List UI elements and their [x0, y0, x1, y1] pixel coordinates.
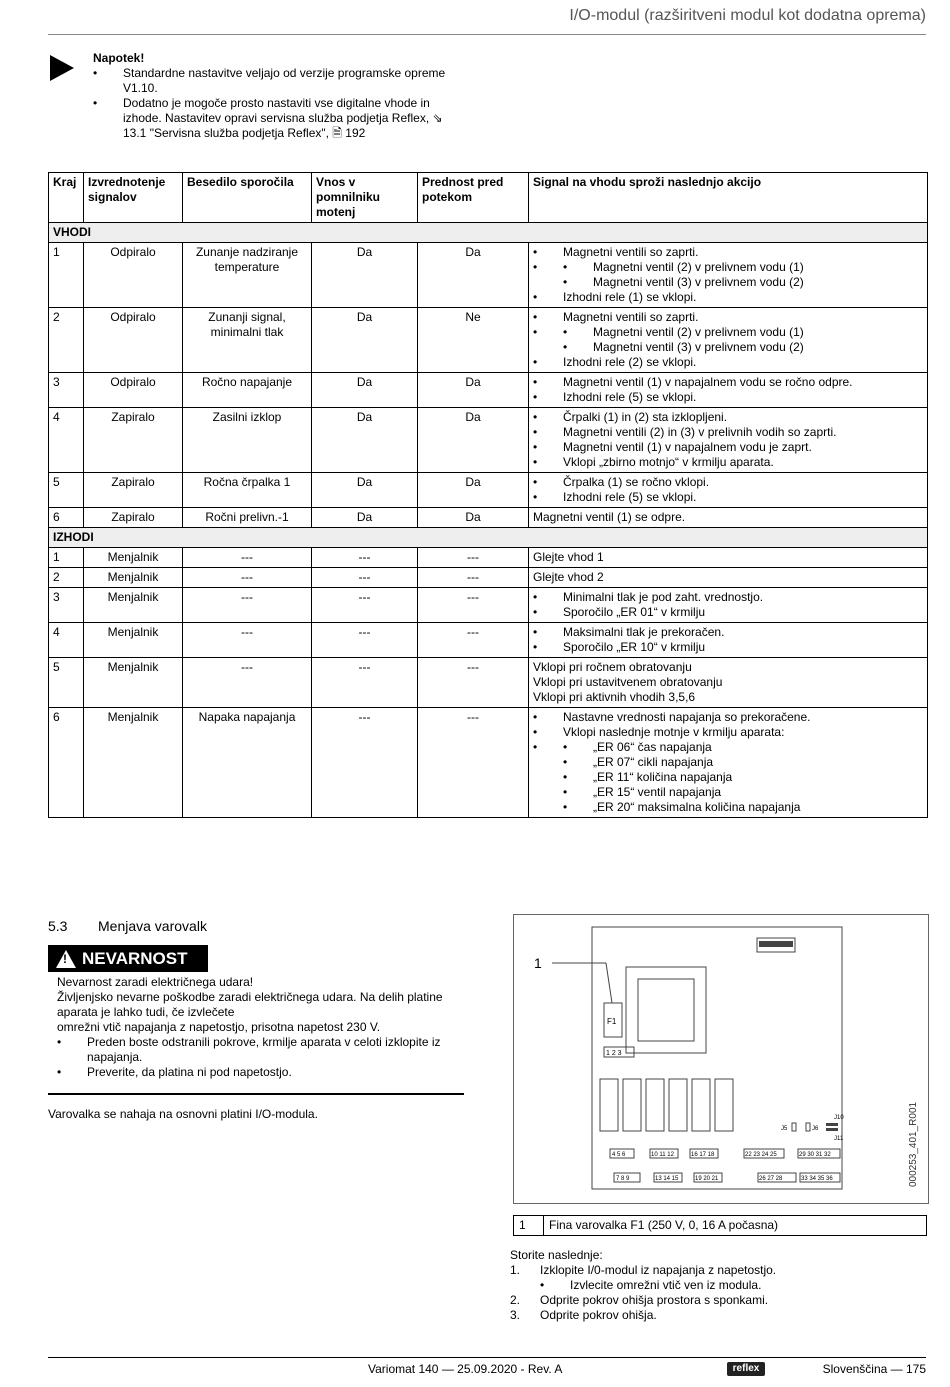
cell-pred: --- — [418, 623, 529, 658]
section-number: 5.3 — [48, 918, 68, 934]
cell-pred: --- — [418, 568, 529, 588]
table-row — [49, 373, 928, 408]
cell-izv: Zapiralo — [84, 508, 183, 528]
note-item: • Standardne nastavitve veljajo od verzije programske opreme V1.10. — [93, 66, 463, 96]
cell-pred: --- — [418, 708, 529, 818]
action-item: • Magnetni ventil (1) v napajalnem vodu se ročno odpre. — [533, 375, 923, 390]
table-row — [49, 548, 928, 568]
col-header: Signal na vhodu sproži naslednjo akcijo — [529, 173, 928, 223]
action-subitem: • • Magnetni ventil (2) v prelivnem vodu (1) — [563, 260, 923, 275]
col-header: Izvrednotenje signalov — [84, 173, 183, 223]
cell-izv: Odpiralo — [84, 243, 183, 308]
cell-pred: Da — [418, 408, 529, 473]
col-header: Vnos v pomnilniku motenj — [312, 173, 418, 223]
cell-bes: Zunanji signal, minimalni tlak — [183, 308, 312, 373]
col-header: Prednost pred potekom — [418, 173, 529, 223]
table-row — [49, 568, 928, 588]
action-line: Vklopi pri aktivnih vhodih 3,5,6 — [533, 690, 696, 704]
header-rule — [48, 34, 926, 35]
danger-text — [57, 975, 462, 1080]
action-subitem: • „ER 07“ cikli napajanja — [563, 755, 923, 770]
terminal-label: 29 30 31 32 — [799, 1152, 831, 1158]
cell-vnos: Da — [312, 243, 418, 308]
action-item: • Črpalki (1) in (2) sta izklopljeni. — [533, 410, 923, 425]
action-item: • Magnetni ventil (1) v napajalnem vodu je zaprt. — [533, 440, 923, 455]
cell-pred: --- — [418, 548, 529, 568]
table-row — [49, 408, 928, 473]
note-arrow-icon — [50, 55, 74, 81]
col-header: Besedilo sporočila — [183, 173, 312, 223]
terminal-label: 1 2 3 — [606, 1050, 622, 1057]
cell-kraj: 4 — [49, 623, 84, 658]
cell-action — [529, 408, 928, 473]
steps-intro: Storite naslednje: — [510, 1248, 603, 1262]
cell-izv: Zapiralo — [84, 473, 183, 508]
danger-item: • Preverite, da platina ni pod napetostjo. — [57, 1065, 462, 1080]
steps-block — [510, 1248, 925, 1323]
step-item — [510, 1308, 925, 1323]
action-subitem: • • „ER 06“ čas napajanja — [563, 740, 923, 755]
cell-kraj: 2 — [49, 568, 84, 588]
action-subitem: • „ER 15“ ventil napajanja — [563, 785, 923, 800]
action-subitem: • „ER 20“ maksimalna količina napajanja — [563, 800, 923, 815]
terminal-label: 10 11 12 — [651, 1152, 674, 1158]
cell-izv: Odpiralo — [84, 308, 183, 373]
step-number: 2. — [510, 1293, 521, 1307]
cell-action — [529, 243, 928, 308]
action-item: • Magnetni ventili so zaprti. — [533, 245, 923, 260]
cell-kraj: 6 — [49, 708, 84, 818]
table-row — [49, 508, 928, 528]
cell-kraj: 3 — [49, 373, 84, 408]
cell-kraj: 5 — [49, 658, 84, 708]
cell-action — [529, 708, 928, 818]
cell-izv: Menjalnik — [84, 588, 183, 623]
cell-kraj: 6 — [49, 508, 84, 528]
cell-izv: Menjalnik — [84, 548, 183, 568]
section-outputs: IZHODI — [49, 528, 928, 548]
cell-pred: Da — [418, 373, 529, 408]
cell-bes: --- — [183, 658, 312, 708]
io-table — [48, 172, 928, 818]
cell-vnos: --- — [312, 623, 418, 658]
step-item — [510, 1293, 925, 1308]
note-box — [93, 51, 463, 141]
cell-kraj: 1 — [49, 548, 84, 568]
cell-vnos: Da — [312, 408, 418, 473]
sub-list — [533, 325, 923, 355]
danger-line: omrežni vtič napajanja z napetostjo, prisotna napetost 230 V. — [57, 1020, 381, 1034]
cell-action: Magnetni ventil (1) se odpre. — [529, 508, 928, 528]
cell-action — [529, 623, 928, 658]
cell-bes: Napaka napajanja — [183, 708, 312, 818]
danger-label-text: NEVARNOST — [82, 948, 188, 968]
action-item: • Maksimalni tlak je prekoračen. — [533, 625, 923, 640]
step-text: Odprite pokrov ohišja prostora s sponkami. — [540, 1293, 769, 1307]
step-text: Odprite pokrov ohišja. — [540, 1308, 657, 1322]
footer-doc-info: Variomat 140 — 25.09.2020 - Rev. A — [368, 1362, 563, 1376]
pcb-drawing — [514, 915, 928, 1203]
cell-izv: Menjalnik — [84, 623, 183, 658]
figure-caption-table — [513, 1215, 927, 1236]
cell-vnos: Da — [312, 308, 418, 373]
cell-pred: Ne — [418, 308, 529, 373]
pcb-figure — [513, 914, 929, 1204]
action-line: Vklopi pri ročnem obratovanju — [533, 660, 692, 674]
warning-triangle-icon — [56, 950, 76, 968]
jumper-label: J6 — [812, 1126, 819, 1132]
cell-pred: Da — [418, 473, 529, 508]
action-item: • Izhodni rele (5) se vklopi. — [533, 390, 923, 405]
terminal-label: 16 17 18 — [691, 1152, 715, 1158]
figure-code: 000253_401_R001 — [908, 1101, 919, 1187]
table-row — [49, 243, 928, 308]
callout-number: 1 — [534, 955, 542, 971]
cell-bes: Ročna črpalka 1 — [183, 473, 312, 508]
cell-vnos: Da — [312, 373, 418, 408]
cell-kraj: 2 — [49, 308, 84, 373]
action-item: • Magnetni ventili (2) in (3) v prelivnih vodih so zaprti. — [533, 425, 923, 440]
cell-izv: Menjalnik — [84, 568, 183, 588]
cell-izv: Menjalnik — [84, 708, 183, 818]
danger-line: Življenjsko nevarne poškodbe zaradi električnega udara. Na delih platine aparata je lahko tudi, če izvlečete — [57, 990, 443, 1019]
cell-action — [529, 473, 928, 508]
step-number: 3. — [510, 1308, 521, 1322]
danger-rule — [48, 1093, 464, 1095]
terminal-label: 33 34 35 36 — [801, 1176, 833, 1182]
caption-number: 1 — [514, 1216, 544, 1236]
section-title: Menjava varovalk — [98, 918, 207, 934]
cell-action — [529, 588, 928, 623]
cell-pred: Da — [418, 243, 529, 308]
action-item: • Minimalni tlak je pod zaht. vrednostjo. — [533, 590, 923, 605]
jumper-label: J10 — [834, 1115, 844, 1121]
sub-list — [533, 740, 923, 815]
section-inputs: VHODI — [49, 223, 928, 243]
terminal-label: 7 8 9 — [616, 1176, 630, 1182]
action-item: • Izhodni rele (5) se vklopi. — [533, 490, 923, 505]
cell-kraj: 4 — [49, 408, 84, 473]
section-heading — [48, 918, 207, 936]
cell-action — [529, 308, 928, 373]
table-header-row — [49, 173, 928, 223]
cell-bes: Zunanje nadziranje temperature — [183, 243, 312, 308]
cell-vnos: --- — [312, 568, 418, 588]
action-item: • Izhodni rele (1) se vklopi. — [533, 290, 923, 305]
footer-page-info: Slovenščina — 175 — [822, 1362, 926, 1376]
jumper-label: J11 — [834, 1136, 844, 1142]
terminal-label: 22 23 24 25 — [745, 1152, 777, 1158]
cell-kraj: 3 — [49, 588, 84, 623]
cell-pred: --- — [418, 588, 529, 623]
cell-bes: Ročni prelivn.-1 — [183, 508, 312, 528]
cell-bes: --- — [183, 588, 312, 623]
cell-bes: --- — [183, 548, 312, 568]
danger-line: Nevarnost zaradi električnega udara! — [57, 975, 254, 989]
cell-pred: Da — [418, 508, 529, 528]
action-item: • Sporočilo „ER 10“ v krmilju — [533, 640, 923, 655]
cell-vnos: --- — [312, 548, 418, 568]
step-number: 1. — [510, 1263, 521, 1277]
jumper-label: J5 — [781, 1126, 788, 1132]
action-line: Vklopi pri ustavitvenem obratovanju — [533, 675, 723, 689]
action-item: • Izhodni rele (2) se vklopi. — [533, 355, 923, 370]
cell-action — [529, 373, 928, 408]
cell-action: Glejte vhod 1 — [529, 548, 928, 568]
action-item: • Nastavne vrednosti napajanja so prekoračene. — [533, 710, 923, 725]
terminal-label: 13 14 15 — [655, 1176, 679, 1182]
note-item: • Dodatno je mogoče prosto nastaviti vse digitalne vhode in izhode. Nastavitev opravi servisna služba podjetja Reflex, ⇘ 13.1 "Servisna služba podjetja Reflex", 🗎 192 — [93, 96, 463, 141]
action-item: • Vklopi „zbirno motnjo“ v krmilju aparata. — [533, 455, 923, 470]
caption-text: Fina varovalka F1 (250 V, 0, 16 A počasna) — [544, 1216, 927, 1236]
terminal-label: 26 27 28 — [759, 1176, 783, 1182]
action-subitem: • „ER 11“ količina napajanja — [563, 770, 923, 785]
cell-pred: --- — [418, 658, 529, 708]
table-row — [49, 588, 928, 623]
cell-bes: --- — [183, 568, 312, 588]
action-subitem: • Magnetni ventil (3) v prelivnem vodu (2) — [563, 275, 923, 290]
action-subitem: • • Magnetni ventil (2) v prelivnem vodu (1) — [563, 325, 923, 340]
cell-action: Glejte vhod 2 — [529, 568, 928, 588]
table-row — [49, 473, 928, 508]
cell-kraj: 1 — [49, 243, 84, 308]
table-row — [49, 658, 928, 708]
step-subitem: • Izvlecite omrežni vtič ven iz modula. — [540, 1278, 925, 1293]
cell-bes: --- — [183, 623, 312, 658]
cell-vnos: --- — [312, 708, 418, 818]
cell-bes: Zasilni izklop — [183, 408, 312, 473]
cell-izv: Odpiralo — [84, 373, 183, 408]
cell-izv: Zapiralo — [84, 408, 183, 473]
cell-kraj: 5 — [49, 473, 84, 508]
note-title: Napotek! — [93, 51, 145, 65]
fuse-label: F1 — [607, 1017, 617, 1026]
action-subitem: • Magnetni ventil (3) v prelivnem vodu (2) — [563, 340, 923, 355]
table-row — [49, 623, 928, 658]
cell-vnos: --- — [312, 658, 418, 708]
col-header: Kraj — [49, 173, 84, 223]
danger-item: • Preden boste odstranili pokrove, krmilje aparata v celoti izklopite iz napajanja. — [57, 1035, 462, 1065]
sub-list — [533, 260, 923, 290]
terminal-label: 19 20 21 — [695, 1176, 719, 1182]
reflex-logo: reflex — [727, 1362, 765, 1376]
page-header-title: I/O-modul (razširitveni modul kot dodatna oprema) — [569, 7, 926, 24]
step-text: Izklopite I/0-modul iz napajanja z napetostjo. — [540, 1263, 777, 1277]
cell-bes: Ročno napajanje — [183, 373, 312, 408]
danger-label — [48, 945, 208, 972]
cell-vnos: Da — [312, 508, 418, 528]
action-item: • Črpalka (1) se ročno vklopi. — [533, 475, 923, 490]
cell-izv: Menjalnik — [84, 658, 183, 708]
cell-action — [529, 658, 928, 708]
cell-vnos: Da — [312, 473, 418, 508]
note-list — [93, 66, 463, 141]
action-item: • Magnetni ventili so zaprti. — [533, 310, 923, 325]
footer-rule — [48, 1357, 926, 1358]
table-row — [49, 308, 928, 373]
cell-vnos: --- — [312, 588, 418, 623]
action-item: • Vklopi naslednje motnje v krmilju aparata: — [533, 725, 923, 740]
step-item — [510, 1263, 925, 1293]
action-item: • Sporočilo „ER 01“ v krmilju — [533, 605, 923, 620]
fuse-location-text: Varovalka se nahaja na osnovni platini I/O-modula. — [48, 1107, 318, 1121]
terminal-label: 4 5 6 — [612, 1152, 626, 1158]
table-row — [49, 708, 928, 818]
